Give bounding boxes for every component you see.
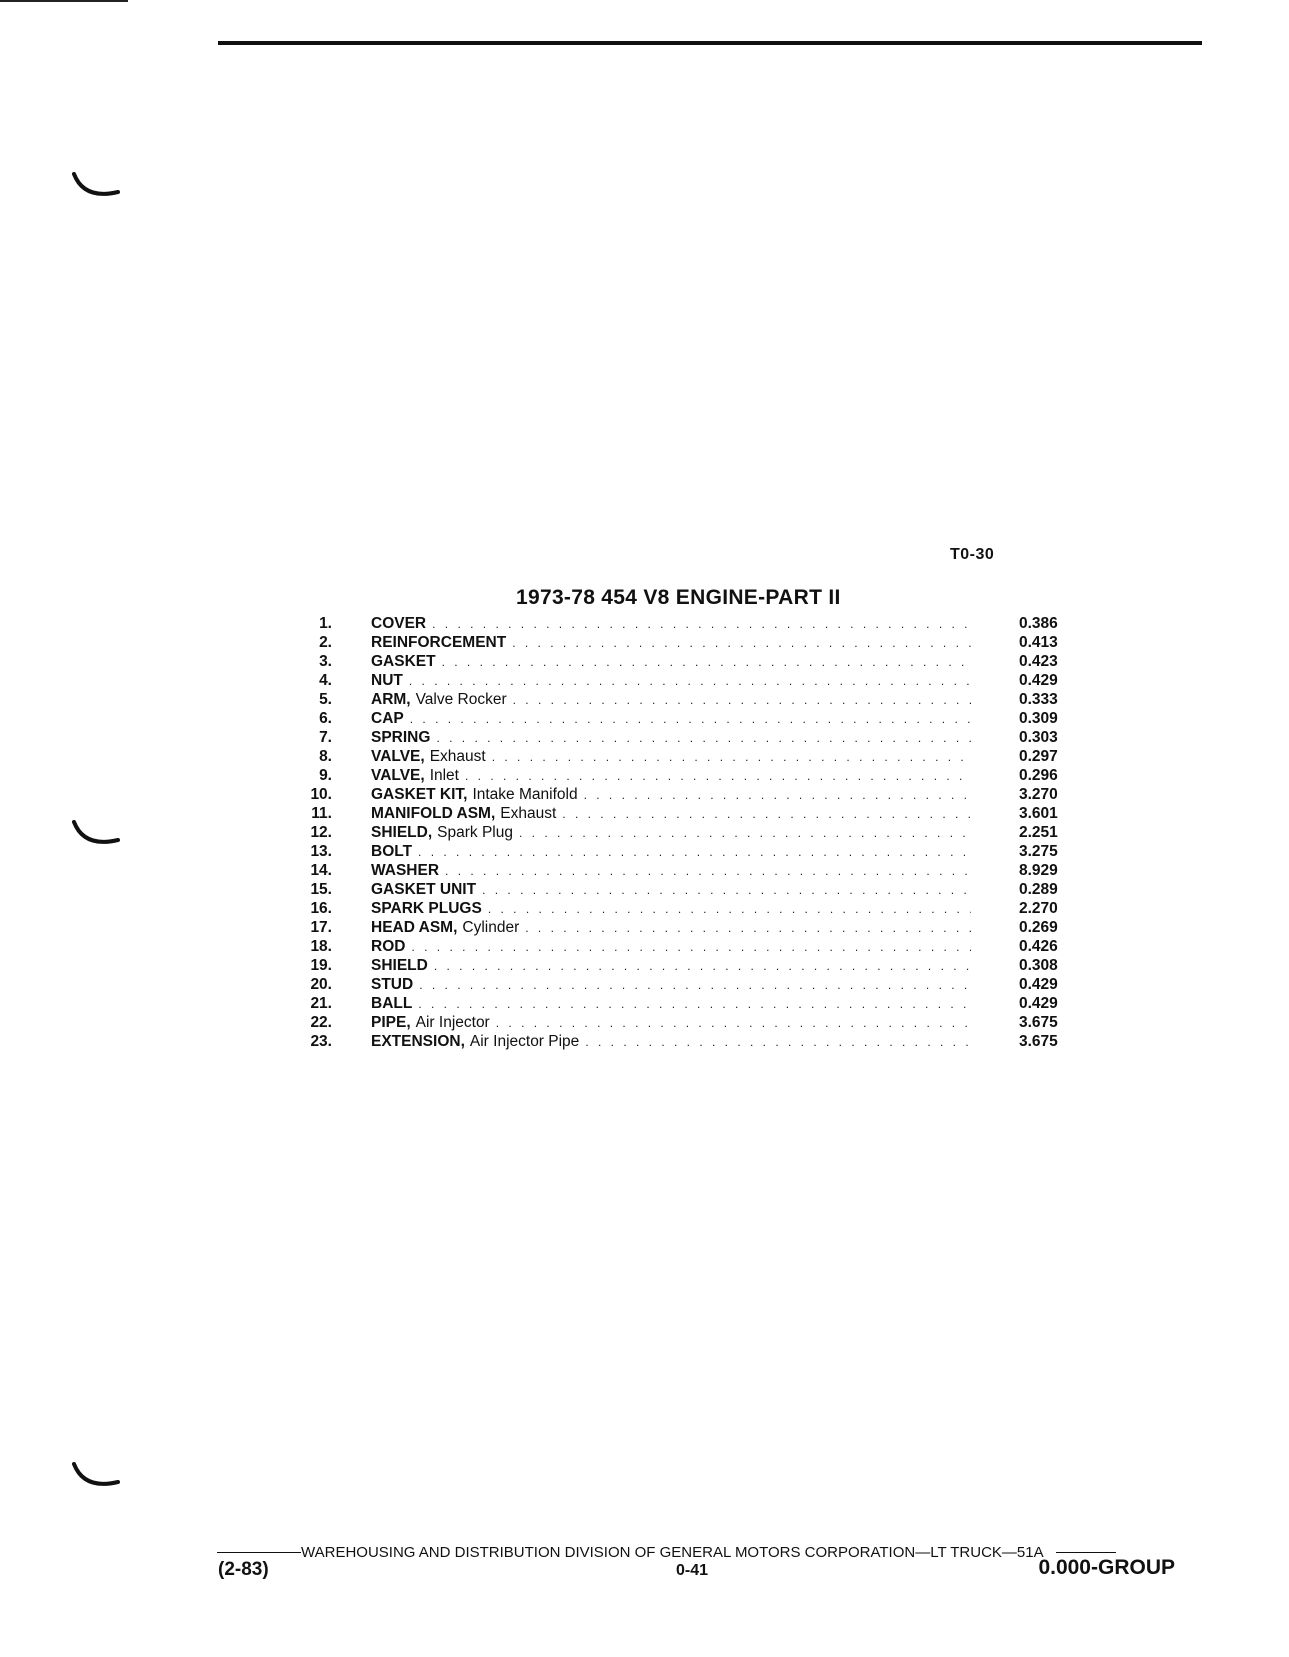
item-name: SHIELD (371, 957, 428, 974)
item-value: 0.426 (1019, 938, 1058, 955)
item-number: 14. (310, 862, 332, 879)
item-number: 11. (311, 805, 332, 822)
item-number: 19. (310, 957, 332, 974)
item-name: SPARK PLUGS (371, 900, 482, 917)
item-value: 0.423 (1019, 653, 1058, 670)
item-name-cell (371, 671, 971, 691)
list-item (290, 994, 1110, 1013)
dot-leader (418, 843, 971, 862)
item-name: SHIELD, (371, 824, 433, 841)
item-number: 1. (319, 615, 332, 632)
item-name-cell (371, 899, 971, 919)
dot-leader (432, 615, 971, 634)
dot-leader (465, 767, 971, 786)
item-number: 4. (319, 672, 332, 689)
dot-leader (512, 634, 971, 653)
item-name-cell (371, 975, 971, 995)
item-name-cell (371, 956, 971, 976)
item-name: VALVE, (371, 767, 425, 784)
item-name-cell (371, 614, 971, 634)
list-item (290, 633, 1110, 652)
dot-leader (482, 881, 971, 900)
item-name: GASKET KIT, (371, 786, 468, 803)
item-value: 2.251 (1019, 824, 1058, 841)
item-description: Air Injector (415, 1014, 490, 1031)
dot-leader (434, 957, 971, 976)
dot-leader (418, 995, 971, 1014)
dot-leader (445, 862, 971, 881)
footer-page-number: 0-41 (676, 1562, 709, 1579)
item-name: NUT (371, 672, 403, 689)
footer-line (217, 1544, 1172, 1561)
item-number: 22. (310, 1014, 332, 1031)
item-name: PIPE, (371, 1014, 411, 1031)
list-item (290, 975, 1110, 994)
item-description: Exhaust (429, 748, 486, 765)
item-name: ROD (371, 938, 406, 955)
dot-leader (525, 919, 971, 938)
item-description: Inlet (429, 767, 459, 784)
item-value: 0.269 (1019, 919, 1058, 936)
item-name-cell (371, 937, 971, 957)
list-item (290, 823, 1110, 842)
page-title: 1973-78 454 V8 ENGINE-PART II (516, 586, 841, 609)
list-item (290, 1032, 1110, 1051)
dot-leader (488, 900, 971, 919)
item-name: STUD (371, 976, 414, 993)
item-name-cell (371, 918, 971, 938)
item-value: 0.413 (1019, 634, 1058, 651)
list-item (290, 785, 1110, 804)
item-value: 0.297 (1019, 748, 1058, 765)
item-name-cell (371, 1032, 971, 1052)
item-name: ARM, (371, 691, 411, 708)
item-name-cell (371, 747, 971, 767)
item-number: 3. (319, 653, 332, 670)
item-name: MANIFOLD ASM, (371, 805, 496, 822)
item-name-cell (371, 633, 971, 653)
item-description: Valve Rocker (415, 691, 507, 708)
dot-leader (411, 938, 971, 957)
list-item (290, 804, 1110, 823)
item-value: 3.675 (1019, 1033, 1058, 1050)
table-code: T0-30 (950, 546, 995, 563)
item-name-cell (371, 861, 971, 881)
list-item (290, 766, 1110, 785)
item-number: 10. (310, 786, 332, 803)
item-value: 0.429 (1019, 976, 1058, 993)
dot-leader (442, 653, 971, 672)
item-name: GASKET UNIT (371, 881, 477, 898)
item-description: Cylinder (462, 919, 520, 936)
item-name-cell (371, 709, 971, 729)
item-value: 0.429 (1019, 995, 1058, 1012)
list-item (290, 709, 1110, 728)
dot-leader (436, 729, 971, 748)
item-number: 7. (319, 729, 332, 746)
list-item (290, 747, 1110, 766)
item-name: HEAD ASM, (371, 919, 458, 936)
item-value: 0.303 (1019, 729, 1058, 746)
item-value: 8.929 (1019, 862, 1058, 879)
item-number: 5. (319, 691, 332, 708)
item-name-cell (371, 785, 971, 805)
item-number: 15. (310, 881, 332, 898)
item-name: VALVE, (371, 748, 425, 765)
item-value: 0.308 (1019, 957, 1058, 974)
item-name-cell (371, 728, 971, 748)
list-item (290, 842, 1110, 861)
item-name: COVER (371, 615, 427, 632)
list-item (290, 1013, 1110, 1032)
footer-text: WAREHOUSING AND DISTRIBUTION DIVISION OF GENERAL MOTORS CORPORATION—LT TRUCK—51A (301, 1544, 1044, 1561)
footer-date: (2-83) (218, 1559, 269, 1580)
item-name-cell (371, 880, 971, 900)
dot-leader (562, 805, 971, 824)
item-name-cell (371, 842, 971, 862)
dot-leader (410, 710, 971, 729)
list-item (290, 690, 1110, 709)
item-name: EXTENSION, (371, 1033, 465, 1050)
item-number: 16. (310, 900, 332, 917)
item-value: 0.309 (1019, 710, 1058, 727)
item-number: 9. (319, 767, 332, 784)
binder-hole-mark (70, 1460, 122, 1500)
footer-dash-right (1056, 1552, 1116, 1554)
dot-leader (409, 672, 971, 691)
item-value: 0.386 (1019, 615, 1058, 632)
item-number: 17. (310, 919, 332, 936)
list-item (290, 652, 1110, 671)
item-name-cell (371, 823, 971, 843)
dot-leader (419, 976, 971, 995)
item-name-cell (371, 652, 971, 672)
dot-leader (519, 824, 971, 843)
item-number: 13. (310, 843, 332, 860)
list-item (290, 899, 1110, 918)
dot-leader (585, 1033, 971, 1052)
footer-group: 0.000-GROUP (1038, 1556, 1175, 1579)
item-value: 3.675 (1019, 1014, 1058, 1031)
item-name: BALL (371, 995, 413, 1012)
list-item (290, 956, 1110, 975)
item-name: BOLT (371, 843, 413, 860)
item-value: 3.275 (1019, 843, 1058, 860)
list-item (290, 861, 1110, 880)
item-number: 2. (319, 634, 332, 651)
top-rule (218, 41, 1202, 45)
dot-leader (496, 1014, 971, 1033)
binder-hole-mark (70, 170, 122, 210)
parts-list (290, 614, 1110, 1051)
dot-leader (492, 748, 971, 767)
item-name: SPRING (371, 729, 431, 746)
item-value: 3.601 (1019, 805, 1058, 822)
list-item (290, 671, 1110, 690)
item-name: CAP (371, 710, 404, 727)
item-description: Intake Manifold (472, 786, 578, 803)
list-item (290, 880, 1110, 899)
list-item (290, 614, 1110, 633)
dot-leader (584, 786, 971, 805)
item-name: REINFORCEMENT (371, 634, 507, 651)
item-value: 0.333 (1019, 691, 1058, 708)
item-number: 12. (310, 824, 332, 841)
item-value: 3.270 (1019, 786, 1058, 803)
dot-leader (513, 691, 971, 710)
item-description: Spark Plug (437, 824, 513, 841)
item-name-cell (371, 804, 971, 824)
item-value: 2.270 (1019, 900, 1058, 917)
item-number: 20. (310, 976, 332, 993)
item-name: GASKET (371, 653, 436, 670)
item-name-cell (371, 766, 971, 786)
item-name-cell (371, 690, 971, 710)
item-number: 6. (319, 710, 332, 727)
scan-edge-line (0, 0, 128, 2)
footer-dash-left (217, 1552, 301, 1554)
item-name: WASHER (371, 862, 440, 879)
list-item (290, 728, 1110, 747)
binder-hole-mark (70, 818, 122, 858)
item-name-cell (371, 1013, 971, 1033)
item-description: Exhaust (500, 805, 557, 822)
item-number: 21. (310, 995, 332, 1012)
item-description: Air Injector Pipe (469, 1033, 580, 1050)
item-name-cell (371, 994, 971, 1014)
list-item (290, 918, 1110, 937)
item-number: 18. (310, 938, 332, 955)
item-number: 8. (319, 748, 332, 765)
item-value: 0.289 (1019, 881, 1058, 898)
item-value: 0.429 (1019, 672, 1058, 689)
item-value: 0.296 (1019, 767, 1058, 784)
list-item (290, 937, 1110, 956)
item-number: 23. (310, 1033, 332, 1050)
